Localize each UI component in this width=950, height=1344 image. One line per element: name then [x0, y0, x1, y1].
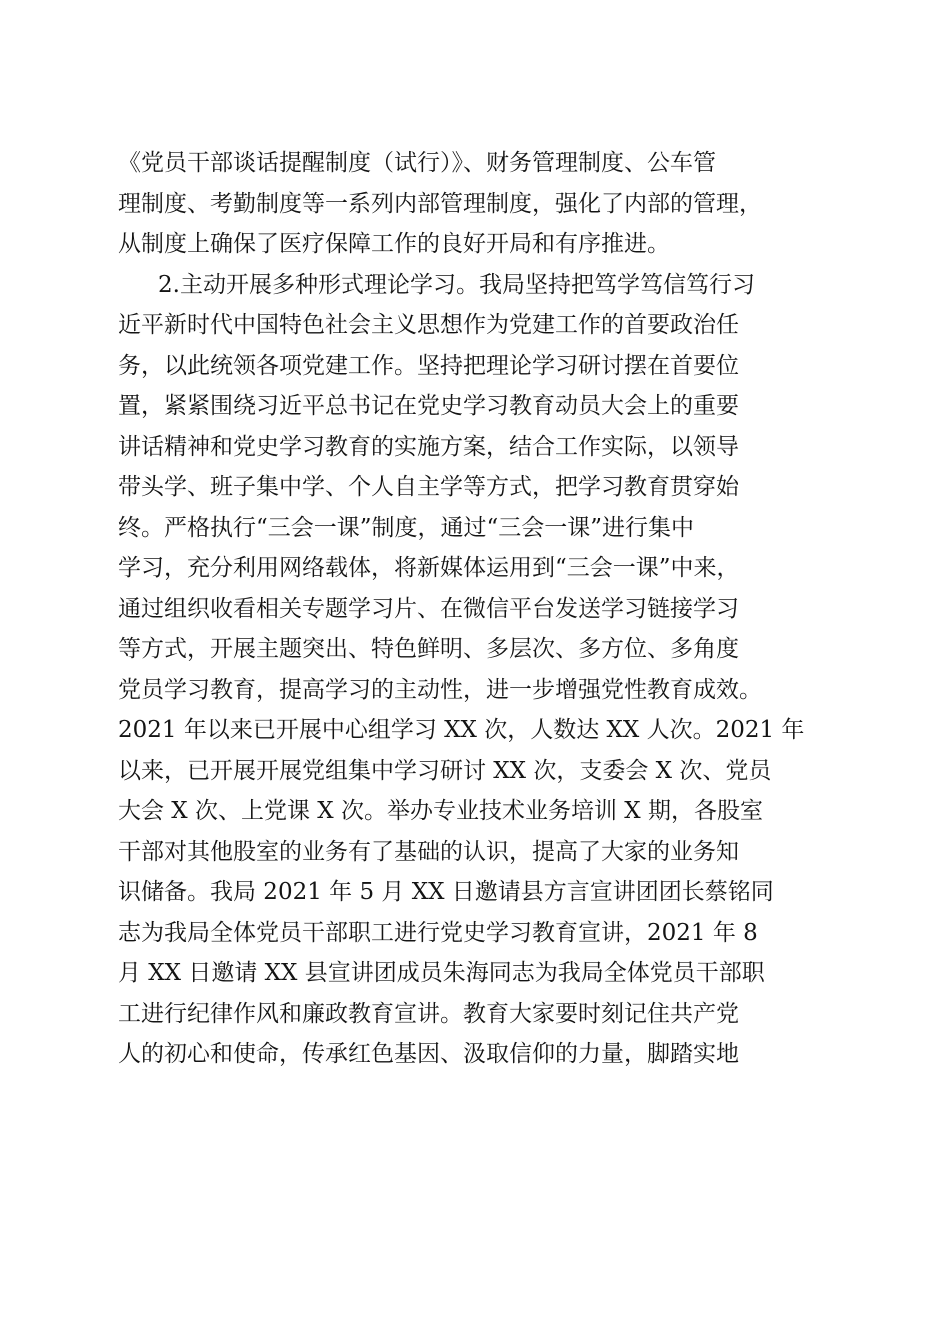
text-line: 务，以此统领各项党建工作。坚持把理论学习研讨摆在首要位 [118, 352, 739, 379]
text-line: 置，紧紧围绕习近平总书记在党史学习教育动员大会上的重要 [118, 393, 739, 419]
text-line: 讲话精神和党史学习教育的实施方案，结合工作实际，以领导 [118, 433, 739, 460]
text-line: 识储备。我局 2021 年 5 月 XX 日邀请县方言宣讲团团长蔡铭同 [118, 879, 774, 905]
text-line: 近平新时代中国特色社会主义思想作为党建工作的首要政治任 [118, 312, 739, 338]
text-line: 党员学习教育，提高学习的主动性，进一步增强党性教育成效。 [118, 676, 762, 703]
text-line: 从制度上确保了医疗保障工作的良好开局和有序推进。 [118, 231, 670, 257]
text-line: 终。严格执行“三会一课”制度，通过“三会一课”进行集中 [118, 514, 695, 541]
text-line: 带头学、班子集中学、个人自主学等方式，把学习教育贯穿始 [118, 474, 739, 500]
text-line: 通过组织收看相关专题学习片、在微信平台发送学习链接学习 [118, 595, 739, 622]
text-line: 等方式，开展主题突出、特色鲜明、多层次、多方位、多角度 [118, 636, 739, 662]
paragraph-start-line: 2.主动开展多种形式理论学习。我局坚持把笃学笃信笃行习 [158, 271, 755, 298]
text-line: 大会 X 次、上党课 X 次。举办专业技术业务培训 X 期，各股室 [118, 798, 763, 824]
body-text [118, 143, 838, 1075]
text-line: 干部对其他股室的业务有了基础的认识，提高了大家的业务知 [118, 838, 739, 865]
text-line: 以来，已开展开展党组集中学习研讨 XX 次，支委会 X 次、党员 [118, 757, 772, 784]
text-line: 人的初心和使命，传承红色基因、汲取信仰的力量，脚踏实地 [118, 1041, 739, 1067]
text-line: 月 XX 日邀请 XX 县宣讲团成员朱海同志为我局全体党员干部职 [118, 960, 765, 986]
text-line: 《党员干部谈话提醒制度（试行）》、财务管理制度、公车管 [118, 150, 716, 176]
text-line: 2021 年以来已开展中心组学习 XX 次，人数达 XX 人次。2021 年 [118, 717, 805, 743]
text-line: 学习，充分利用网络载体，将新媒体运用到“三会一课”中来， [118, 555, 740, 581]
text-line: 工进行纪律作风和廉政教育宣讲。教育大家要时刻记住共产党 [118, 1000, 739, 1027]
text-line: 理制度、考勤制度等一系列内部管理制度，强化了内部的管理， [118, 190, 762, 217]
text-line: 志为我局全体党员干部职工进行党史学习教育宣讲，2021 年 8 [118, 919, 758, 946]
